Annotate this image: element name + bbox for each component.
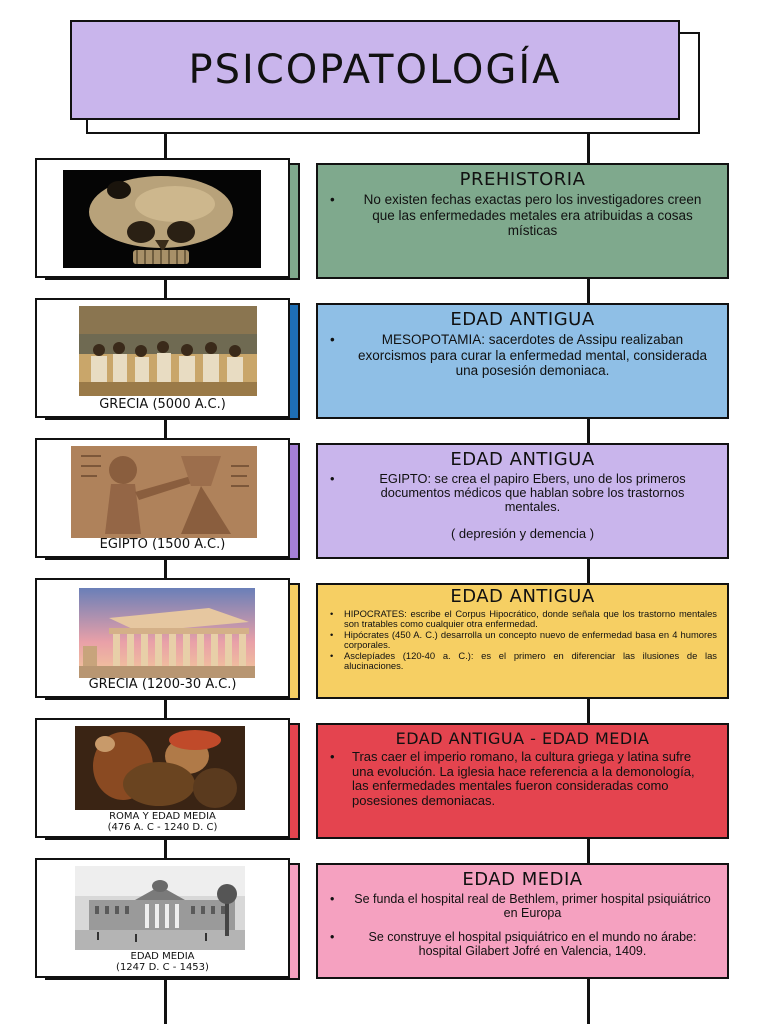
caption-line: EDAD MEDIA xyxy=(130,951,195,962)
info-box-egipto xyxy=(316,443,729,559)
bullet-item: • EGIPTO: se crea el papiro Ebers, uno de los primeros documentos médicos que hablan sobre los trastornos mentales. xyxy=(352,472,713,514)
title-box xyxy=(70,20,680,120)
section-heading: EDAD ANTIGUA xyxy=(450,586,595,607)
image-caption: GRECIA (1200-30 A.C.) xyxy=(88,677,237,692)
info-box-edad-media xyxy=(316,863,729,979)
image-caption: GRECIA (5000 A.C.) xyxy=(99,397,226,412)
bethlem-hospital-image xyxy=(75,866,245,950)
image-card-edad-media xyxy=(35,858,290,978)
image-card-roma xyxy=(35,718,290,838)
trepanated-skull-image xyxy=(63,170,261,268)
image-card-prehistoria xyxy=(35,158,290,278)
section-heading: EDAD ANTIGUA - EDAD MEDIA xyxy=(395,729,650,748)
bullet-item: • Se funda el hospital real de Bethlem, primer hospital psiquiátrico en Europa xyxy=(352,892,713,920)
image-card-mesopotamia xyxy=(35,298,290,418)
section-heading: EDAD MEDIA xyxy=(462,869,583,890)
section-heading: EDAD ANTIGUA xyxy=(450,449,595,470)
info-box-mesopotamia xyxy=(316,303,729,419)
bullet-item: • HIPOCRATES: escribe el Corpus Hipocrático, donde señala que los trastorno mentales son tratables como cualquier otra enfermedad. xyxy=(344,609,717,630)
section-heading: EDAD ANTIGUA xyxy=(450,309,595,330)
mesopotamia-painting-image xyxy=(79,306,257,396)
image-card-grecia xyxy=(35,578,290,698)
exorcism-painting-image xyxy=(75,726,245,810)
egyptian-relief-image xyxy=(71,446,257,538)
image-caption: EGIPTO (1500 A.C.) xyxy=(99,537,226,552)
section-heading: PREHISTORIA xyxy=(459,169,586,190)
bullet-item: • No existen fechas exactas pero los investigadores creen que las enfermedades metales era atribuidas a cosas místicas xyxy=(352,192,713,239)
bullet-item: • MESOPOTAMIA: sacerdotes de Assipu realizaban exorcismos para curar la enfermedad mental, considerada una posesión demoniaca. xyxy=(352,332,713,379)
info-box-prehistoria xyxy=(316,163,729,279)
image-caption xyxy=(37,811,288,833)
image-caption xyxy=(37,951,288,973)
greek-temple-image xyxy=(79,588,255,678)
bullet-item: • Tras caer el imperio romano, la cultura griega y latina sufre una evolución. La iglesia hace referencia a la demonología, las enfermedades mentales fueron consideradas como posesiones demoniacas. xyxy=(352,750,713,808)
bullet-item: • Se construye el hospital psiquiátrico en el mundo no árabe: hospital Gilabert Jofré en Valencia, 1409. xyxy=(352,930,713,958)
bullet-item: • Hipócrates (450 A. C.) desarrolla un concepto nuevo de enfermedad basa en 4 humores corporales. xyxy=(344,630,717,651)
caption-line: (476 A. C - 1240 D. C) xyxy=(107,822,218,833)
image-card-egipto xyxy=(35,438,290,558)
caption-line: ROMA Y EDAD MEDIA xyxy=(109,811,216,822)
note-text: ( depresión y demencia ) xyxy=(450,526,595,541)
info-box-roma xyxy=(316,723,729,839)
info-box-grecia xyxy=(316,583,729,699)
page-title: PSICOPATOLOGÍA xyxy=(188,47,562,93)
bullet-item: • Asclepíades (120-40 a. C.): es el primero en diferenciar las ilusiones de las alucinaciones. xyxy=(344,651,717,672)
caption-line: (1247 D. C - 1453) xyxy=(116,962,209,973)
